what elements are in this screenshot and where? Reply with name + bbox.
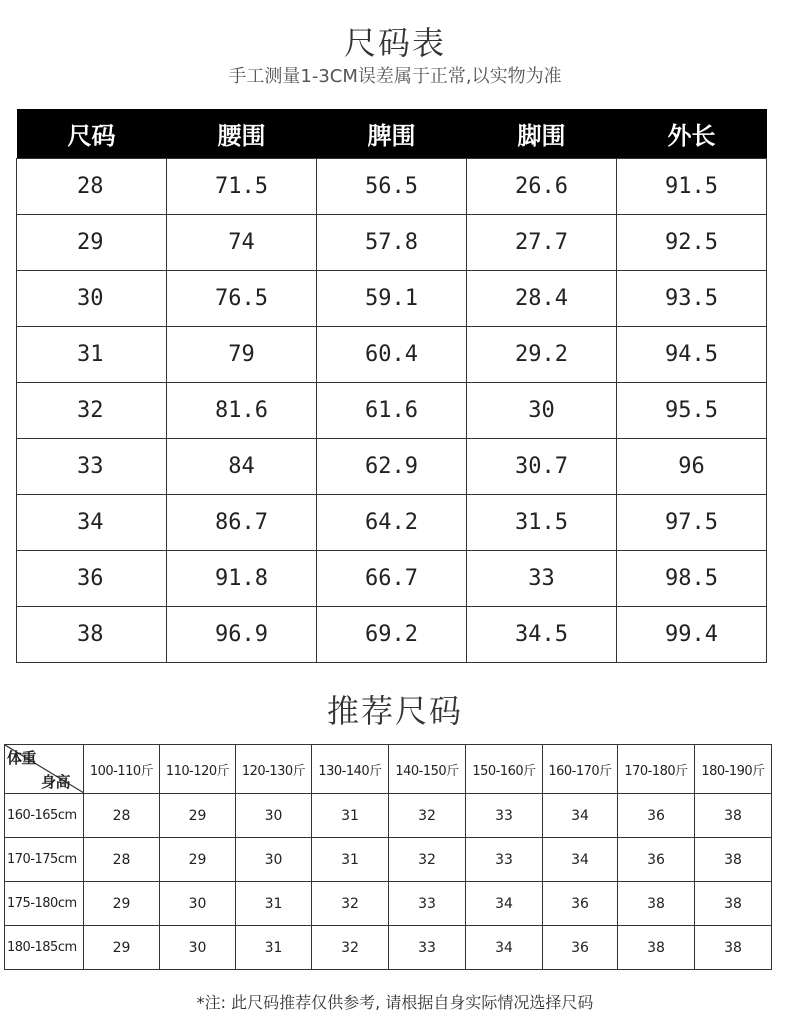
- weight-header: 120-130斤: [236, 745, 312, 794]
- cell-waist: 86.7: [167, 495, 317, 551]
- weight-header: 170-180斤: [618, 745, 695, 794]
- cell-size: 34: [17, 495, 167, 551]
- footnote: *注: 此尺码推荐仅供参考, 请根据自身实际情况选择尺码: [196, 993, 594, 1012]
- weight-header: 130-140斤: [312, 745, 389, 794]
- recommended-size: 38: [618, 926, 695, 970]
- table-row: [5, 838, 772, 882]
- cell-waist: 74: [167, 215, 317, 271]
- recommended-size: 29: [84, 882, 160, 926]
- recommended-size: 36: [618, 838, 695, 882]
- recommended-size: 38: [695, 838, 772, 882]
- weight-header: 140-150斤: [389, 745, 466, 794]
- cell-waist: 79: [167, 327, 317, 383]
- cell-thigh: 59.1: [317, 271, 467, 327]
- header-waist: 腰围: [167, 109, 317, 159]
- cell-outer-length: 98.5: [617, 551, 767, 607]
- cell-size: 28: [17, 159, 167, 215]
- recommended-size: 38: [695, 794, 772, 838]
- cell-leg-opening: 31.5: [467, 495, 617, 551]
- weight-header: 180-190斤: [695, 745, 772, 794]
- cell-thigh: 69.2: [317, 607, 467, 663]
- cell-outer-length: 93.5: [617, 271, 767, 327]
- recommended-size: 31: [236, 926, 312, 970]
- recommend-table: [4, 744, 772, 970]
- header-outer-length: 外长: [617, 109, 767, 159]
- cell-size: 30: [17, 271, 167, 327]
- cell-thigh: 66.7: [317, 551, 467, 607]
- recommended-size: 33: [466, 838, 543, 882]
- recommended-size: 38: [695, 926, 772, 970]
- height-label: 160-165cm: [5, 794, 84, 838]
- cell-leg-opening: 27.7: [467, 215, 617, 271]
- cell-thigh: 61.6: [317, 383, 467, 439]
- recommended-size: 36: [543, 882, 618, 926]
- cell-outer-length: 92.5: [617, 215, 767, 271]
- cell-outer-length: 94.5: [617, 327, 767, 383]
- height-label: 180-185cm: [5, 926, 84, 970]
- recommended-size: 30: [160, 882, 236, 926]
- cell-waist: 96.9: [167, 607, 317, 663]
- cell-size: 31: [17, 327, 167, 383]
- header-leg-opening: 脚围: [467, 109, 617, 159]
- weight-header: 160-170斤: [543, 745, 618, 794]
- height-label: 170-175cm: [5, 838, 84, 882]
- cell-thigh: 56.5: [317, 159, 467, 215]
- cell-waist: 91.8: [167, 551, 317, 607]
- recommended-size: 36: [543, 926, 618, 970]
- recommended-size: 29: [160, 794, 236, 838]
- size-chart-table: [16, 109, 767, 663]
- table-row: [17, 159, 767, 215]
- recommended-size: 36: [618, 794, 695, 838]
- cell-thigh: 57.8: [317, 215, 467, 271]
- page-title: 尺码表: [343, 24, 446, 62]
- cell-thigh: 62.9: [317, 439, 467, 495]
- header-size: 尺码: [17, 109, 167, 159]
- recommend-title: 推荐尺码: [326, 692, 463, 730]
- cell-leg-opening: 26.6: [467, 159, 617, 215]
- recommended-size: 28: [84, 838, 160, 882]
- table-row: [17, 327, 767, 383]
- table-row: [5, 794, 772, 838]
- recommended-size: 32: [389, 838, 466, 882]
- weight-header: 110-120斤: [160, 745, 236, 794]
- cell-outer-length: 91.5: [617, 159, 767, 215]
- table-row: [17, 215, 767, 271]
- cell-size: 33: [17, 439, 167, 495]
- cell-leg-opening: 28.4: [467, 271, 617, 327]
- cell-outer-length: 97.5: [617, 495, 767, 551]
- recommended-size: 34: [466, 882, 543, 926]
- cell-leg-opening: 30: [467, 383, 617, 439]
- cell-waist: 84: [167, 439, 317, 495]
- table-row: [17, 383, 767, 439]
- recommended-size: 31: [312, 794, 389, 838]
- corner-label-weight: 体重: [7, 749, 37, 767]
- cell-size: 29: [17, 215, 167, 271]
- cell-thigh: 60.4: [317, 327, 467, 383]
- table-row: [17, 439, 767, 495]
- recommended-size: 32: [389, 794, 466, 838]
- cell-waist: 71.5: [167, 159, 317, 215]
- header-thigh: 脾围: [317, 109, 467, 159]
- cell-size: 36: [17, 551, 167, 607]
- cell-size: 32: [17, 383, 167, 439]
- table-row: [5, 926, 772, 970]
- recommended-size: 30: [236, 838, 312, 882]
- cell-leg-opening: 34.5: [467, 607, 617, 663]
- cell-outer-length: 96: [617, 439, 767, 495]
- cell-leg-opening: 30.7: [467, 439, 617, 495]
- recommended-size: 29: [160, 838, 236, 882]
- cell-outer-length: 95.5: [617, 383, 767, 439]
- corner-cell: [5, 745, 84, 794]
- measurement-note: 手工测量1-3CM误差属于正常,以实物为准: [228, 66, 562, 87]
- height-label: 175-180cm: [5, 882, 84, 926]
- recommended-size: 28: [84, 794, 160, 838]
- table-row: [17, 271, 767, 327]
- recommended-size: 31: [312, 838, 389, 882]
- recommended-size: 38: [695, 882, 772, 926]
- cell-thigh: 64.2: [317, 495, 467, 551]
- weight-header: 150-160斤: [466, 745, 543, 794]
- weight-header: 100-110斤: [84, 745, 160, 794]
- size-chart-header-row: [17, 109, 767, 159]
- recommended-size: 31: [236, 882, 312, 926]
- recommended-size: 33: [389, 926, 466, 970]
- table-row: [17, 495, 767, 551]
- recommended-size: 30: [160, 926, 236, 970]
- cell-leg-opening: 29.2: [467, 327, 617, 383]
- cell-outer-length: 99.4: [617, 607, 767, 663]
- recommended-size: 29: [84, 926, 160, 970]
- table-row: [17, 551, 767, 607]
- recommended-size: 34: [543, 794, 618, 838]
- cell-leg-opening: 33: [467, 551, 617, 607]
- table-row: [5, 882, 772, 926]
- recommended-size: 38: [618, 882, 695, 926]
- corner-label-height: 身高: [41, 773, 71, 791]
- recommended-size: 33: [389, 882, 466, 926]
- recommended-size: 33: [466, 794, 543, 838]
- recommended-size: 34: [543, 838, 618, 882]
- recommended-size: 30: [236, 794, 312, 838]
- recommend-header-row: [5, 745, 772, 794]
- cell-waist: 81.6: [167, 383, 317, 439]
- recommended-size: 32: [312, 926, 389, 970]
- recommended-size: 32: [312, 882, 389, 926]
- recommended-size: 34: [466, 926, 543, 970]
- cell-size: 38: [17, 607, 167, 663]
- cell-waist: 76.5: [167, 271, 317, 327]
- table-row: [17, 607, 767, 663]
